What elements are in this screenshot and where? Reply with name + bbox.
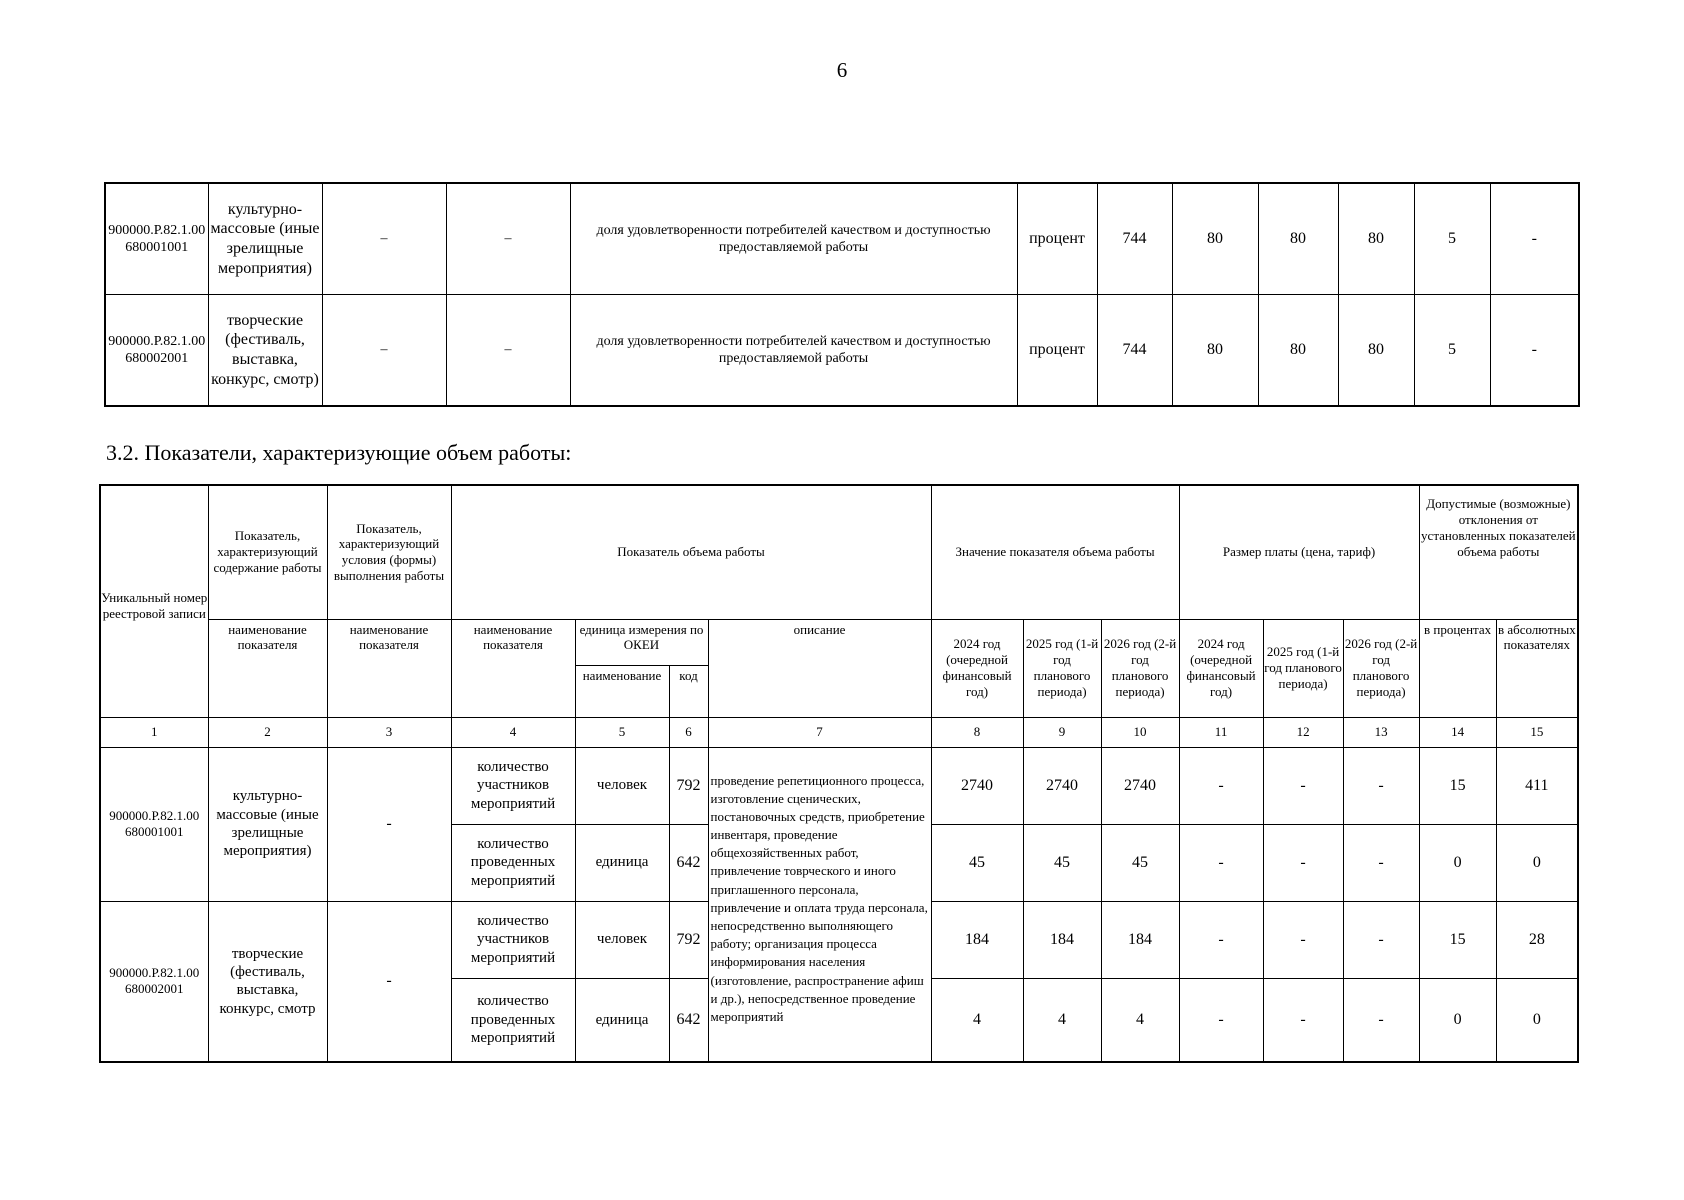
content-indicator: творческие (фестиваль, выставка, конкурс, смотр: [208, 901, 327, 1062]
header-fee-year-2024: 2024 год (очередной финансовый год): [1179, 619, 1263, 717]
volume-indicator-name: количество участников мероприятий: [451, 747, 575, 824]
column-number: 9: [1023, 717, 1101, 747]
value-2024: 80: [1172, 183, 1258, 295]
value-2025: 184: [1023, 901, 1101, 978]
table-row: [100, 747, 1578, 824]
deviation-percent: 0: [1419, 824, 1496, 901]
value-2024: 45: [931, 824, 1023, 901]
column-number: 10: [1101, 717, 1179, 747]
header-volume-value: Значение показателя объема работы: [931, 485, 1179, 619]
value-2026: 2740: [1101, 747, 1179, 824]
value-2025: 45: [1023, 824, 1101, 901]
table-row: [105, 183, 1579, 295]
deviation-absolute: 28: [1496, 901, 1578, 978]
header-unit-okei: единица измерения по ОКЕИ: [575, 619, 708, 665]
column-number: 2: [208, 717, 327, 747]
page-number: 6: [836, 58, 848, 82]
unit-name: единица: [575, 978, 669, 1062]
header-registry-number: Уникальный номер реестровой записи: [100, 485, 208, 717]
header-description: описание: [708, 619, 931, 717]
fee-2026: -: [1343, 978, 1419, 1062]
deviation-percent: 0: [1419, 978, 1496, 1062]
header-fee-year-2026: 2026 год (2-й год планового периода): [1343, 619, 1419, 717]
volume-indicator-name: количество проведенных мероприятий: [451, 978, 575, 1062]
registry-number: 900000.Р.82.1.00 680001001: [100, 747, 208, 901]
unit-name: процент: [1017, 183, 1097, 295]
column-number: 15: [1496, 717, 1578, 747]
content-indicator: культурно-массовые (иные зрелищные мероприятия): [208, 183, 322, 295]
header-fee: Размер платы (цена, тариф): [1179, 485, 1419, 619]
value-2024: 2740: [931, 747, 1023, 824]
header-conditions: Показатель, характеризующий условия (формы) выполнения работы: [327, 485, 451, 619]
column-number: 11: [1179, 717, 1263, 747]
fee-2026: -: [1343, 901, 1419, 978]
deviation-absolute: 0: [1496, 824, 1578, 901]
deviation-absolute: -: [1490, 295, 1579, 407]
unit-name: единица: [575, 824, 669, 901]
condition-indicator: –: [446, 295, 570, 407]
header-indicator-name: наименование показателя: [327, 619, 451, 717]
value-2026: 80: [1338, 295, 1414, 407]
condition-indicator: –: [322, 295, 446, 407]
deviation-percent: 5: [1414, 183, 1490, 295]
content-indicator: творческие (фестиваль, выставка, конкурс, смотр): [208, 295, 322, 407]
quality-indicator-name: доля удовлетворенности потребителей качеством и доступностью предоставляемой работы: [570, 183, 1017, 295]
value-2026: 184: [1101, 901, 1179, 978]
unit-code: 792: [669, 747, 708, 824]
header-year-2025: 2025 год (1-й год планового периода): [1023, 619, 1101, 717]
column-number-row: [100, 717, 1578, 747]
unit-code: 792: [669, 901, 708, 978]
header-fee-year-2025: 2025 год (1-й год планового периода): [1263, 619, 1343, 717]
volume-indicator-name: количество проведенных мероприятий: [451, 824, 575, 901]
fee-2024: -: [1179, 901, 1263, 978]
unit-code: 642: [669, 824, 708, 901]
header-unit-code: код: [669, 665, 708, 717]
condition-indicator: –: [322, 183, 446, 295]
deviation-absolute: 0: [1496, 978, 1578, 1062]
fee-2024: -: [1179, 978, 1263, 1062]
quality-indicator-name: доля удовлетворенности потребителей качеством и доступностью предоставляемой работы: [570, 295, 1017, 407]
deviation-percent: 15: [1419, 901, 1496, 978]
table-header-row: [100, 619, 1578, 665]
header-unit-name: наименование: [575, 665, 669, 717]
volume-indicator-name: количество участников мероприятий: [451, 901, 575, 978]
deviation-absolute: 411: [1496, 747, 1578, 824]
column-number: 12: [1263, 717, 1343, 747]
unit-name: человек: [575, 901, 669, 978]
column-number: 6: [669, 717, 708, 747]
value-2024: 4: [931, 978, 1023, 1062]
value-2026: 80: [1338, 183, 1414, 295]
registry-number: 900000.Р.82.1.00 680002001: [100, 901, 208, 1062]
unit-name: процент: [1017, 295, 1097, 407]
header-indicator-name: наименование показателя: [451, 619, 575, 717]
fee-2026: -: [1343, 747, 1419, 824]
value-2024: 184: [931, 901, 1023, 978]
registry-number: 900000.Р.82.1.00 680002001: [105, 295, 208, 407]
fee-2024: -: [1179, 824, 1263, 901]
work-description: проведение репетиционного процесса, изготовление сценических, постановочных средств, приобретение инвентаря, проведение общехозяйственных работ, привлечение товрческого и иного приглашенного персонала, привлечение и оплата труда персонала, непосредственно выполняющего работу; организация процесса информирования населения (изготовление, распространение афиш и др.), непосредственное проведение мероприятий: [708, 747, 931, 1062]
column-number: 14: [1419, 717, 1496, 747]
column-number: 7: [708, 717, 931, 747]
condition-indicator: -: [327, 747, 451, 901]
value-2026: 4: [1101, 978, 1179, 1062]
fee-2025: -: [1263, 747, 1343, 824]
registry-number: 900000.Р.82.1.00 680001001: [105, 183, 208, 295]
value-2024: 80: [1172, 295, 1258, 407]
header-year-2026: 2026 год (2-й год планового периода): [1101, 619, 1179, 717]
header-volume-indicator: Показатель объема работы: [451, 485, 931, 619]
deviation-absolute: -: [1490, 183, 1579, 295]
value-2025: 4: [1023, 978, 1101, 1062]
header-in-absolute: в абсолютных показателях: [1496, 619, 1578, 717]
column-number: 8: [931, 717, 1023, 747]
unit-code: 744: [1097, 295, 1172, 407]
deviation-percent: 5: [1414, 295, 1490, 407]
unit-code: 642: [669, 978, 708, 1062]
unit-code: 744: [1097, 183, 1172, 295]
column-number: 5: [575, 717, 669, 747]
header-content: Показатель, характеризующий содержание работы: [208, 485, 327, 619]
header-indicator-name: наименование показателя: [208, 619, 327, 717]
fee-2025: -: [1263, 901, 1343, 978]
content-indicator: культурно-массовые (иные зрелищные мероприятия): [208, 747, 327, 901]
column-number: 4: [451, 717, 575, 747]
volume-indicators-table: [99, 484, 1579, 1063]
column-number: 13: [1343, 717, 1419, 747]
header-year-2024: 2024 год (очередной финансовый год): [931, 619, 1023, 717]
value-2025: 2740: [1023, 747, 1101, 824]
header-deviation: Допустимые (возможные) отклонения от установленных показателей объема работы: [1419, 485, 1578, 619]
condition-indicator: –: [446, 183, 570, 295]
deviation-percent: 15: [1419, 747, 1496, 824]
column-number: 1: [100, 717, 208, 747]
value-2025: 80: [1258, 183, 1338, 295]
fee-2024: -: [1179, 747, 1263, 824]
condition-indicator: -: [327, 901, 451, 1062]
quality-indicators-table: [104, 182, 1580, 407]
column-number: 3: [327, 717, 451, 747]
value-2026: 45: [1101, 824, 1179, 901]
value-2025: 80: [1258, 295, 1338, 407]
fee-2025: -: [1263, 978, 1343, 1062]
fee-2026: -: [1343, 824, 1419, 901]
unit-name: человек: [575, 747, 669, 824]
table-header-row: [100, 485, 1578, 619]
table-row: [105, 295, 1579, 407]
header-in-percent: в процентах: [1419, 619, 1496, 717]
section-title: 3.2. Показатели, характеризующие объем работы:: [106, 440, 572, 465]
fee-2025: -: [1263, 824, 1343, 901]
